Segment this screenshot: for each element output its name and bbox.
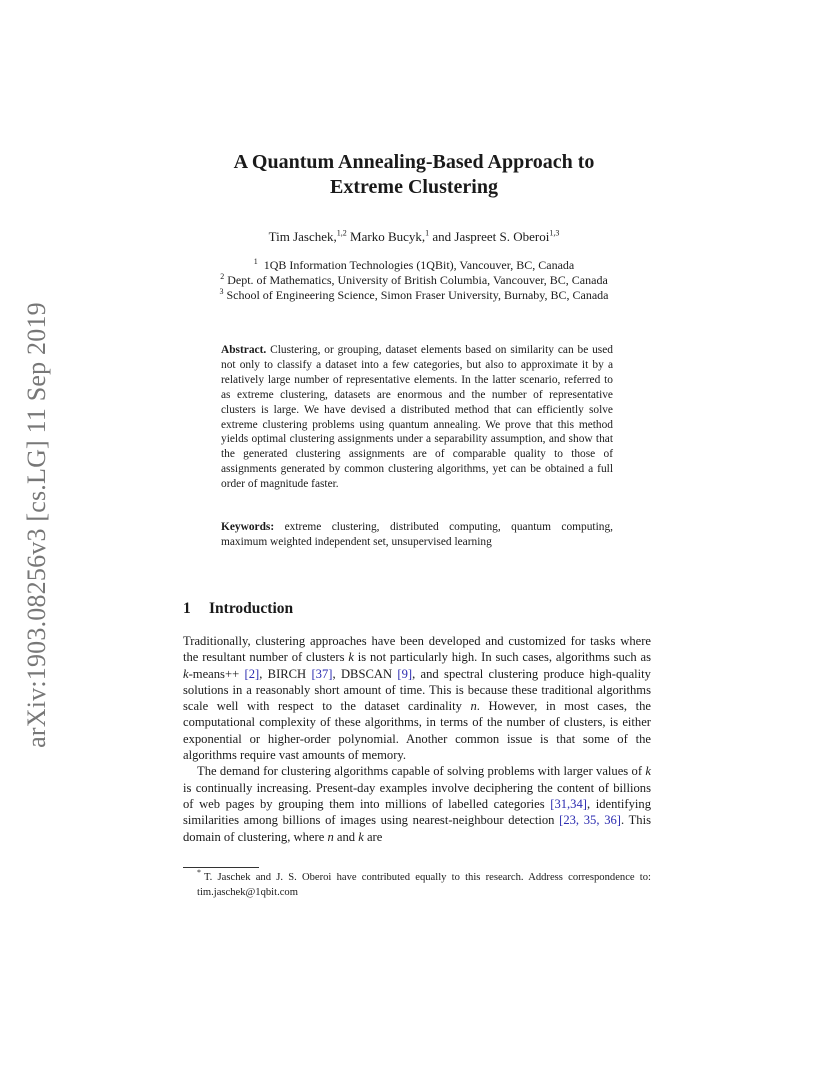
abstract — [221, 343, 613, 492]
text: is continually increasing. Present-day examples involve deciphering the content of billions of web pages by grouping them into millions of labelled categories — [183, 780, 651, 811]
affiliation-1-text: 1QB Information Technologies (1QBit), Vancouver, BC, Canada — [263, 258, 575, 272]
text: are — [363, 829, 383, 844]
author-1: Tim Jaschek, — [268, 229, 337, 244]
text: . This domain of clustering, where — [183, 813, 651, 844]
affiliation-2-text: Dept. of Mathematics, University of British Columbia, Vancouver, BC, Canada — [227, 273, 608, 287]
footnote — [197, 868, 651, 900]
text: . However, in most cases, the computational complexity of these algorithms, in terms of the number of clusters, is either exponential or higher-order polynomial. Another common issue is that some of the algorithms require vast amounts of memory. — [183, 699, 651, 763]
title-line-2: Extreme Clustering — [330, 176, 498, 198]
text: , identifying similarities among billions of images using nearest-neighbour detection — [183, 796, 651, 828]
keywords-text: extreme clustering, distributed computing, quantum computing, maximum weighted independent set, unsupervised learning — [221, 521, 613, 548]
author-list — [0, 229, 828, 245]
footnote-text: T. Jaschek and J. S. Oberoi have contributed equally to this research. Address correspondence to: tim.jaschek@1qbit.com — [197, 872, 651, 898]
text: , DBSCAN — [332, 666, 398, 681]
text: , and spectral clustering produce high-quality solutions in a reasonably short amount of time. This is because these traditional algorithms scale well with respect to the dataset cardinality — [183, 666, 651, 714]
keywords-label: Keywords: — [221, 521, 275, 533]
paragraph-1 — [183, 633, 651, 763]
author-2: Marko Bucyk, — [346, 229, 426, 244]
paper-title — [0, 150, 828, 200]
abstract-text: Clustering, or grouping, dataset elements based on similarity can be used not only to classify a dataset into a few categories, but also to approximate it by a relatively large number of representative elements. In the latter scenario, referred to as extreme clustering, datasets are enormous and the number of representative clusters is large. We have devised a distributed method that can efficiently solve extreme clustering problems using quantum annealing. We prove that this method yields optimal clustering assignments under a separability assumption, and show that the generated clustering assignments are of comparable quality to those of assignments generated by common clustering algorithms, yet can be obtained a full order of magnitude faster. — [221, 344, 613, 491]
paragraph-2 — [183, 763, 651, 844]
affiliation-2 — [0, 273, 828, 288]
math-k: k — [645, 764, 651, 779]
citation-link[interactable]: [2] — [244, 666, 260, 681]
keywords — [221, 520, 613, 550]
citation-link[interactable]: [9] — [397, 666, 413, 681]
abstract-label: Abstract. — [221, 344, 267, 356]
math-k: k — [183, 666, 189, 681]
citation-link[interactable]: [23, 35, 36] — [559, 813, 621, 828]
affiliations — [0, 258, 828, 303]
footnote-rule — [183, 867, 259, 868]
arxiv-stamp: arXiv:1903.08256v3 [cs.LG] 11 Sep 2019 — [22, 302, 51, 748]
affiliation-3 — [0, 288, 828, 303]
text: , BIRCH — [259, 666, 312, 681]
author-3-affil: 1,3 — [549, 228, 560, 238]
body-text — [183, 633, 651, 845]
section-heading — [183, 600, 293, 618]
text: The demand for clustering algorithms capable of solving problems with larger values of — [197, 764, 646, 779]
section-number: 1 — [183, 600, 191, 617]
author-3: and Jaspreet S. Oberoi — [429, 229, 550, 244]
citation-link[interactable]: [31,34] — [550, 796, 587, 811]
text: and — [333, 829, 359, 844]
math-n: n — [470, 699, 477, 714]
math-n: n — [327, 829, 334, 844]
affiliation-3-num: 3 — [219, 287, 224, 296]
text: Traditionally, clustering approaches have been developed and customized for tasks where the resultant number of clusters — [183, 634, 651, 665]
citation-link[interactable]: [37] — [311, 666, 333, 681]
title-line-1: A Quantum Annealing-Based Approach to — [233, 151, 595, 173]
author-2-affil: 1 — [425, 228, 430, 238]
affiliation-2-num: 2 — [220, 272, 225, 281]
text: -means++ — [188, 666, 245, 681]
affiliation-1-num: 1 — [253, 257, 258, 266]
section-title: Introduction — [209, 600, 294, 617]
affiliation-3-text: School of Engineering Science, Simon Fraser University, Burnaby, BC, Canada — [226, 288, 609, 302]
math-k: k — [348, 650, 354, 665]
footnote-mark: * — [197, 868, 201, 878]
text: is not particularly high. In such cases, algorithms such as — [353, 650, 651, 665]
math-k: k — [358, 829, 364, 844]
author-1-affil: 1,2 — [336, 228, 347, 238]
affiliation-1 — [0, 258, 828, 273]
